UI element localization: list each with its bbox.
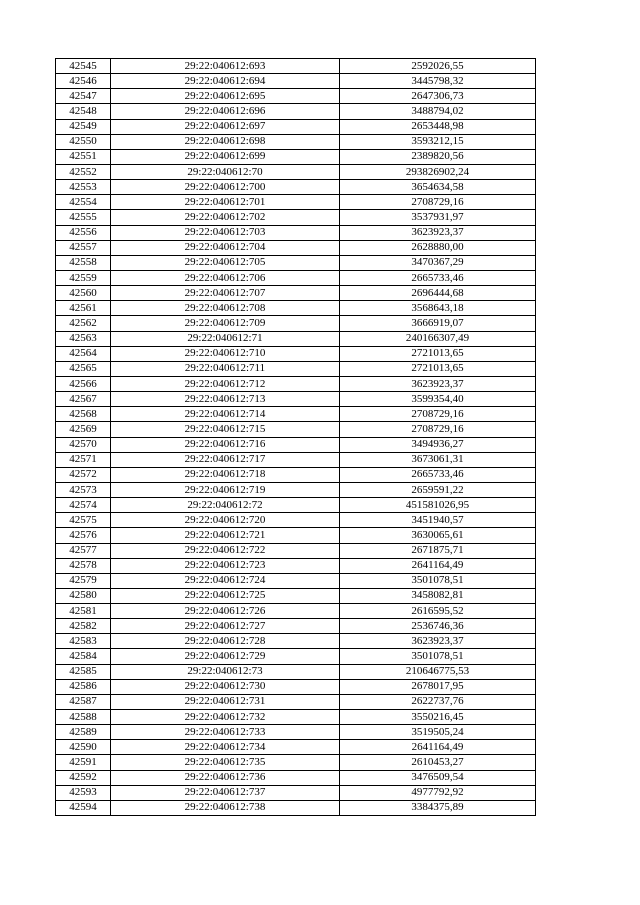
cadastral-number-cell: 29:22:040612:737 [111, 785, 340, 800]
value-cell: 3537931,97 [340, 210, 536, 225]
cadastral-number-cell: 29:22:040612:702 [111, 210, 340, 225]
cadastral-number-cell: 29:22:040612:725 [111, 588, 340, 603]
row-number-cell: 42588 [56, 710, 111, 725]
row-number-cell: 42557 [56, 240, 111, 255]
table-row [56, 240, 536, 255]
table-row [56, 255, 536, 270]
table-row [56, 119, 536, 134]
cadastral-number-cell: 29:22:040612:726 [111, 604, 340, 619]
table-row [56, 558, 536, 573]
row-number-cell: 42575 [56, 513, 111, 528]
table-row [56, 346, 536, 361]
table-row [56, 180, 536, 195]
value-cell: 2696444,68 [340, 286, 536, 301]
cadastral-number-cell: 29:22:040612:704 [111, 240, 340, 255]
value-cell: 2659591,22 [340, 482, 536, 497]
value-cell: 3623923,37 [340, 376, 536, 391]
cadastral-number-cell: 29:22:040612:712 [111, 376, 340, 391]
table-row [56, 770, 536, 785]
row-number-cell: 42592 [56, 770, 111, 785]
cadastral-number-cell: 29:22:040612:717 [111, 452, 340, 467]
row-number-cell: 42550 [56, 134, 111, 149]
table-row [56, 498, 536, 513]
table-row [56, 210, 536, 225]
value-cell: 3458082,81 [340, 588, 536, 603]
row-number-cell: 42555 [56, 210, 111, 225]
table-row [56, 664, 536, 679]
value-cell: 2708729,16 [340, 195, 536, 210]
row-number-cell: 42561 [56, 301, 111, 316]
value-cell: 4977792,92 [340, 785, 536, 800]
cadastral-number-cell: 29:22:040612:708 [111, 301, 340, 316]
cadastral-number-cell: 29:22:040612:721 [111, 528, 340, 543]
value-cell: 3630065,61 [340, 528, 536, 543]
value-cell: 2641164,49 [340, 558, 536, 573]
table-row [56, 407, 536, 422]
cadastral-number-cell: 29:22:040612:731 [111, 694, 340, 709]
table-row [56, 482, 536, 497]
cadastral-value-table [55, 58, 536, 816]
cadastral-number-cell: 29:22:040612:71 [111, 331, 340, 346]
cadastral-number-cell: 29:22:040612:728 [111, 634, 340, 649]
cadastral-number-cell: 29:22:040612:730 [111, 679, 340, 694]
cadastral-number-cell: 29:22:040612:724 [111, 573, 340, 588]
value-cell: 3501078,51 [340, 649, 536, 664]
row-number-cell: 42583 [56, 634, 111, 649]
cadastral-number-cell: 29:22:040612:694 [111, 74, 340, 89]
row-number-cell: 42577 [56, 543, 111, 558]
row-number-cell: 42574 [56, 498, 111, 513]
row-number-cell: 42586 [56, 679, 111, 694]
value-cell: 2647306,73 [340, 89, 536, 104]
value-cell: 2721013,65 [340, 346, 536, 361]
row-number-cell: 42594 [56, 800, 111, 815]
value-cell: 3445798,32 [340, 74, 536, 89]
table-row [56, 437, 536, 452]
value-cell: 2389820,56 [340, 149, 536, 164]
row-number-cell: 42569 [56, 422, 111, 437]
row-number-cell: 42584 [56, 649, 111, 664]
table-row [56, 286, 536, 301]
row-number-cell: 42547 [56, 89, 111, 104]
cadastral-number-cell: 29:22:040612:715 [111, 422, 340, 437]
value-cell: 3623923,37 [340, 225, 536, 240]
row-number-cell: 42553 [56, 180, 111, 195]
table-row [56, 104, 536, 119]
table-row [56, 649, 536, 664]
row-number-cell: 42554 [56, 195, 111, 210]
value-cell: 3599354,40 [340, 392, 536, 407]
row-number-cell: 42582 [56, 619, 111, 634]
table-row [56, 785, 536, 800]
table-row [56, 710, 536, 725]
value-cell: 3654634,58 [340, 180, 536, 195]
table-row [56, 467, 536, 482]
value-cell: 3476509,54 [340, 770, 536, 785]
table-row [56, 694, 536, 709]
table-row [56, 740, 536, 755]
cadastral-number-cell: 29:22:040612:695 [111, 89, 340, 104]
row-number-cell: 42572 [56, 467, 111, 482]
value-cell: 2653448,98 [340, 119, 536, 134]
table-row [56, 528, 536, 543]
cadastral-number-cell: 29:22:040612:729 [111, 649, 340, 664]
row-number-cell: 42551 [56, 149, 111, 164]
row-number-cell: 42571 [56, 452, 111, 467]
cadastral-number-cell: 29:22:040612:703 [111, 225, 340, 240]
cadastral-number-cell: 29:22:040612:697 [111, 119, 340, 134]
table-row [56, 59, 536, 74]
value-cell: 2708729,16 [340, 407, 536, 422]
row-number-cell: 42558 [56, 255, 111, 270]
table-row [56, 89, 536, 104]
value-cell: 3673061,31 [340, 452, 536, 467]
cadastral-number-cell: 29:22:040612:716 [111, 437, 340, 452]
table-row [56, 588, 536, 603]
value-cell: 3568643,18 [340, 301, 536, 316]
row-number-cell: 42576 [56, 528, 111, 543]
table-row [56, 725, 536, 740]
value-cell: 3519505,24 [340, 725, 536, 740]
table-row [56, 513, 536, 528]
cadastral-number-cell: 29:22:040612:738 [111, 800, 340, 815]
row-number-cell: 42578 [56, 558, 111, 573]
value-cell: 3470367,29 [340, 255, 536, 270]
value-cell: 3488794,02 [340, 104, 536, 119]
row-number-cell: 42580 [56, 588, 111, 603]
table-row [56, 225, 536, 240]
row-number-cell: 42579 [56, 573, 111, 588]
value-cell: 2628880,00 [340, 240, 536, 255]
row-number-cell: 42589 [56, 725, 111, 740]
cadastral-number-cell: 29:22:040612:727 [111, 619, 340, 634]
value-cell: 2622737,76 [340, 694, 536, 709]
value-cell: 2708729,16 [340, 422, 536, 437]
row-number-cell: 42573 [56, 482, 111, 497]
cadastral-number-cell: 29:22:040612:70 [111, 164, 340, 179]
table-row [56, 755, 536, 770]
cadastral-number-cell: 29:22:040612:735 [111, 755, 340, 770]
cadastral-number-cell: 29:22:040612:714 [111, 407, 340, 422]
value-cell: 3550216,45 [340, 710, 536, 725]
row-number-cell: 42562 [56, 316, 111, 331]
value-cell: 2536746,36 [340, 619, 536, 634]
cadastral-number-cell: 29:22:040612:698 [111, 134, 340, 149]
table-row [56, 301, 536, 316]
value-cell: 2610453,27 [340, 755, 536, 770]
table-row [56, 195, 536, 210]
row-number-cell: 42563 [56, 331, 111, 346]
value-cell: 293826902,24 [340, 164, 536, 179]
value-cell: 2592026,55 [340, 59, 536, 74]
row-number-cell: 42570 [56, 437, 111, 452]
row-number-cell: 42564 [56, 346, 111, 361]
row-number-cell: 42567 [56, 392, 111, 407]
table-row [56, 361, 536, 376]
row-number-cell: 42545 [56, 59, 111, 74]
table-row [56, 422, 536, 437]
table-row [56, 164, 536, 179]
table-row [56, 270, 536, 285]
row-number-cell: 42593 [56, 785, 111, 800]
cadastral-number-cell: 29:22:040612:733 [111, 725, 340, 740]
table-row [56, 452, 536, 467]
row-number-cell: 42556 [56, 225, 111, 240]
row-number-cell: 42559 [56, 270, 111, 285]
cadastral-number-cell: 29:22:040612:722 [111, 543, 340, 558]
cadastral-number-cell: 29:22:040612:713 [111, 392, 340, 407]
value-cell: 240166307,49 [340, 331, 536, 346]
table-row [56, 543, 536, 558]
table-row [56, 679, 536, 694]
value-cell: 2678017,95 [340, 679, 536, 694]
row-number-cell: 42560 [56, 286, 111, 301]
row-number-cell: 42581 [56, 604, 111, 619]
cadastral-number-cell: 29:22:040612:699 [111, 149, 340, 164]
row-number-cell: 42546 [56, 74, 111, 89]
cadastral-number-cell: 29:22:040612:734 [111, 740, 340, 755]
table-row [56, 134, 536, 149]
value-cell: 210646775,53 [340, 664, 536, 679]
cadastral-number-cell: 29:22:040612:732 [111, 710, 340, 725]
row-number-cell: 42549 [56, 119, 111, 134]
value-cell: 2641164,49 [340, 740, 536, 755]
cadastral-number-cell: 29:22:040612:72 [111, 498, 340, 513]
cadastral-number-cell: 29:22:040612:719 [111, 482, 340, 497]
table-row [56, 619, 536, 634]
cadastral-number-cell: 29:22:040612:705 [111, 255, 340, 270]
value-cell: 2616595,52 [340, 604, 536, 619]
table-row [56, 331, 536, 346]
row-number-cell: 42565 [56, 361, 111, 376]
table-row [56, 376, 536, 391]
value-cell: 3384375,89 [340, 800, 536, 815]
table-row [56, 316, 536, 331]
value-cell: 2671875,71 [340, 543, 536, 558]
table-row [56, 149, 536, 164]
row-number-cell: 42587 [56, 694, 111, 709]
table-body [56, 59, 536, 816]
table-row [56, 604, 536, 619]
cadastral-number-cell: 29:22:040612:701 [111, 195, 340, 210]
table-row [56, 392, 536, 407]
table-row [56, 634, 536, 649]
cadastral-number-cell: 29:22:040612:696 [111, 104, 340, 119]
table-row [56, 800, 536, 815]
cadastral-number-cell: 29:22:040612:710 [111, 346, 340, 361]
table-row [56, 573, 536, 588]
cadastral-number-cell: 29:22:040612:709 [111, 316, 340, 331]
cadastral-number-cell: 29:22:040612:706 [111, 270, 340, 285]
row-number-cell: 42568 [56, 407, 111, 422]
value-cell: 3451940,57 [340, 513, 536, 528]
row-number-cell: 42566 [56, 376, 111, 391]
row-number-cell: 42585 [56, 664, 111, 679]
row-number-cell: 42591 [56, 755, 111, 770]
row-number-cell: 42552 [56, 164, 111, 179]
value-cell: 2665733,46 [340, 270, 536, 285]
value-cell: 3623923,37 [340, 634, 536, 649]
value-cell: 2721013,65 [340, 361, 536, 376]
table-row [56, 74, 536, 89]
row-number-cell: 42548 [56, 104, 111, 119]
cadastral-number-cell: 29:22:040612:711 [111, 361, 340, 376]
cadastral-number-cell: 29:22:040612:707 [111, 286, 340, 301]
value-cell: 451581026,95 [340, 498, 536, 513]
cadastral-number-cell: 29:22:040612:720 [111, 513, 340, 528]
value-cell: 2665733,46 [340, 467, 536, 482]
row-number-cell: 42590 [56, 740, 111, 755]
cadastral-number-cell: 29:22:040612:693 [111, 59, 340, 74]
value-cell: 3494936,27 [340, 437, 536, 452]
cadastral-number-cell: 29:22:040612:700 [111, 180, 340, 195]
cadastral-number-cell: 29:22:040612:73 [111, 664, 340, 679]
cadastral-number-cell: 29:22:040612:718 [111, 467, 340, 482]
cadastral-number-cell: 29:22:040612:723 [111, 558, 340, 573]
value-cell: 3593212,15 [340, 134, 536, 149]
cadastral-number-cell: 29:22:040612:736 [111, 770, 340, 785]
value-cell: 3666919,07 [340, 316, 536, 331]
value-cell: 3501078,51 [340, 573, 536, 588]
